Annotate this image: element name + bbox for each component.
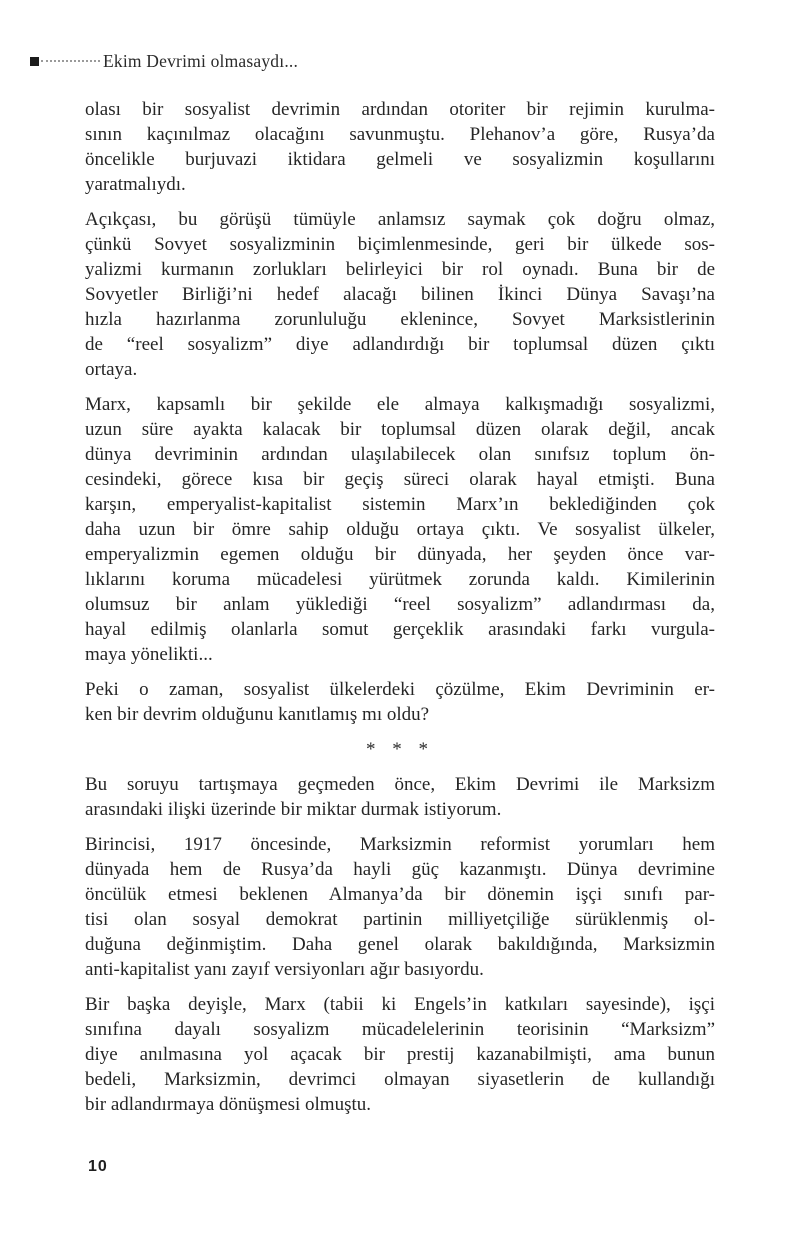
text-line: uzun süre ayakta kalacak bir toplumsal düzen olarak değil, ancak bbox=[85, 419, 715, 440]
text-line: emperyalizmin egemen olduğu bir dünyada, her şeyden önce var- bbox=[85, 544, 715, 565]
text-line: anti-kapitalist yanı zayıf versiyonları ağır basıyordu. bbox=[85, 959, 484, 980]
text-line: karşın, emperyalist-kapitalist sistemin Marx’ın beklediğinden çok bbox=[85, 494, 715, 515]
text-line: Birincisi, 1917 öncesinde, Marksizmin reformist yorumları hem bbox=[85, 834, 715, 855]
text-line: de “reel sosyalizm” diye adlandırdığı bir toplumsal düzen çıktı bbox=[85, 334, 715, 355]
text-line: tisi olan sosyal demokrat partinin milliyetçiliğe sürüklenmiş ol- bbox=[85, 909, 715, 930]
text-line: Açıkçası, bu görüşü tümüyle anlamsız saymak çok doğru olmaz, bbox=[85, 209, 715, 230]
body-text bbox=[85, 97, 715, 1127]
paragraph bbox=[85, 97, 715, 197]
text-line: bir adlandırmaya dönüşmesi olmuştu. bbox=[85, 1094, 372, 1115]
text-line: daha uzun bir ömre sahip olduğu ortaya çıktı. Ve sosyalist ülkeler, bbox=[85, 519, 715, 540]
text-line: öncelikle burjuvazi iktidara gelmeli ve sosyalizmin koşullarını bbox=[85, 149, 715, 170]
section-separator: * * * bbox=[366, 739, 434, 760]
paragraph bbox=[85, 207, 715, 382]
text-line: olası bir sosyalist devrimin ardından otoriter bir rejimin kurulma- bbox=[85, 99, 715, 120]
text-line: cesindeki, görece kısa bir geçiş süreci olarak hayal etmişti. Buna bbox=[85, 469, 715, 490]
text-line: Bu soruyu tartışmaya geçmeden önce, Ekim Devrimi ile Marksizm bbox=[85, 774, 715, 795]
text-line: duğuna değinmiştim. Daha genel olarak bakıldığında, Marksizmin bbox=[85, 934, 715, 955]
text-line: Peki o zaman, sosyalist ülkelerdeki çözülme, Ekim Devriminin er- bbox=[85, 679, 715, 700]
text-line: olumsuz bir anlam yüklediği “reel sosyalizm” adlandırması da, bbox=[85, 594, 715, 615]
paragraph bbox=[85, 677, 715, 727]
page-number: 10 bbox=[88, 1158, 108, 1175]
text-line: ortaya. bbox=[85, 359, 138, 380]
text-line: lıklarını koruma mücadelesi yürütmek zorunda kaldı. Kimilerinin bbox=[85, 569, 715, 590]
text-line: bedeli, Marksizmin, devrimci olmayan siyasetlerin de kullandığı bbox=[85, 1069, 715, 1090]
paragraph bbox=[85, 392, 715, 667]
paragraph bbox=[85, 992, 715, 1117]
page-header bbox=[30, 52, 298, 70]
text-line: maya yönelikti... bbox=[85, 644, 213, 665]
text-line: Sovyetler Birliği’ni hedef alacağı bilinen İkinci Dünya Savaşı’na bbox=[85, 284, 715, 305]
text-line: arasındaki ilişki üzerinde bir miktar durmak istiyorum. bbox=[85, 799, 502, 820]
paragraph bbox=[85, 832, 715, 982]
text-line: diye anılmasına yol açacak bir prestij kazanabilmişti, ama bunun bbox=[85, 1044, 715, 1065]
text-line: dünya devriminin ardından ulaşılabilecek olan sınıfsız toplum ön- bbox=[85, 444, 715, 465]
text-line: hızla hazırlanma zorunluluğu eklenince, Sovyet Marksistlerinin bbox=[85, 309, 715, 330]
paragraph bbox=[85, 772, 715, 822]
text-line: çünkü Sovyet sosyalizminin biçimlenmesinde, geri bir ülkede sos- bbox=[85, 234, 715, 255]
text-line: dünyada hem de Rusya’da hayli güç kazanmıştı. Dünya devrimine bbox=[85, 859, 715, 880]
dotted-rule bbox=[41, 60, 100, 62]
text-line: ken bir devrim olduğunu kanıtlamış mı oldu? bbox=[85, 704, 430, 725]
square-bullet-icon bbox=[30, 57, 39, 66]
text-line: sınıfına dayalı sosyalizm mücadelelerinin teorisinin “Marksizm” bbox=[85, 1019, 715, 1040]
running-head-title: Ekim Devrimi olmasaydı... bbox=[103, 50, 299, 71]
text-line: Bir başka deyişle, Marx (tabii ki Engels’in katkıları sayesinde), işçi bbox=[85, 994, 715, 1015]
text-line: öncülük etmesi beklenen Almanya’da bir dönemin işçi sınıfı par- bbox=[85, 884, 715, 905]
text-line: yalizmi kurmanın zorlukları belirleyici bir rol oynadı. Buna bir de bbox=[85, 259, 715, 280]
text-line: sının kaçınılmaz olacağını savunmuştu. Plehanov’a göre, Rusya’da bbox=[85, 124, 715, 145]
text-line: yaratmalıydı. bbox=[85, 174, 186, 195]
text-line: hayal edilmiş olanlarla somut gerçeklik arasındaki farkı vurgula- bbox=[85, 619, 715, 640]
text-line: Marx, kapsamlı bir şekilde ele almaya kalkışmadığı sosyalizmi, bbox=[85, 394, 715, 415]
